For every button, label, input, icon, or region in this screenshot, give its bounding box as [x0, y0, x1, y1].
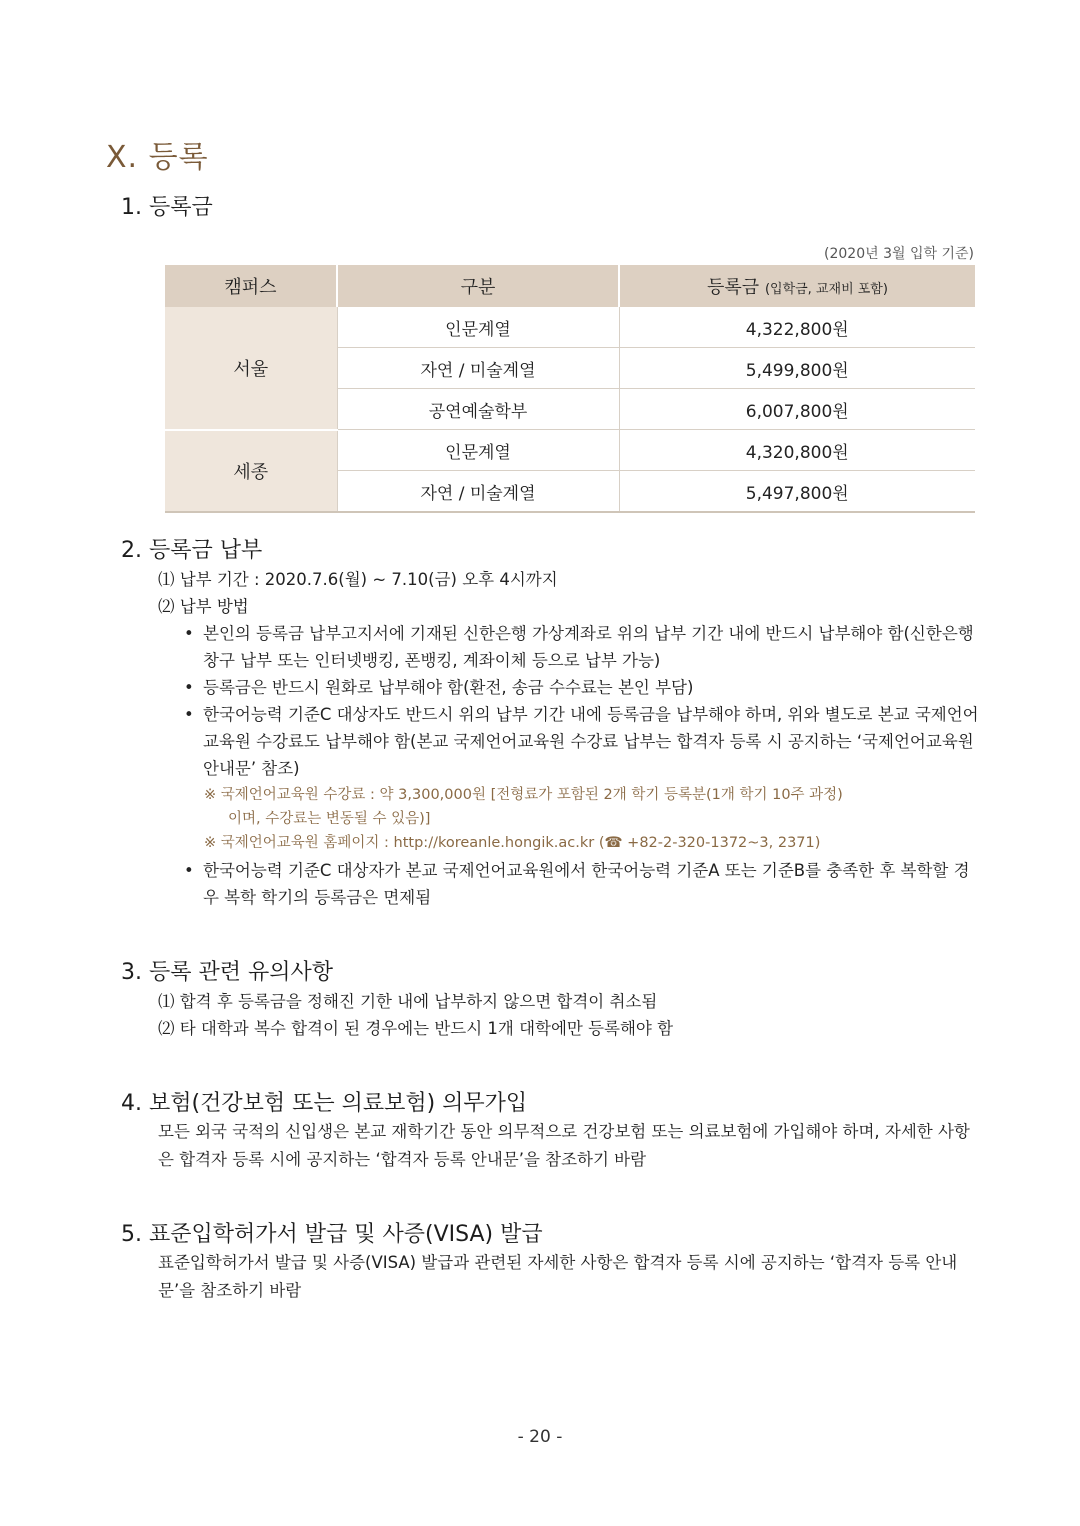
table-row [165, 430, 975, 471]
bullet-text: 본인의 등록금 납부고지서에 기재된 신한은행 가상계좌로 위의 납부 기간 내에 반드시 납부해야 함(신한은행 창구 납부 또는 인터넷뱅킹, 폰뱅킹, 계좌이체 등으로 납부 가능) [203, 624, 974, 670]
category-cell: 공연예술학부 [337, 389, 619, 430]
campus-seoul: 서울 [165, 307, 337, 430]
section-2-title: 2. 등록금 납부 [121, 538, 263, 563]
table-row [165, 307, 975, 348]
header-campus: 캠퍼스 [165, 265, 337, 307]
fee-cell: 5,497,800원 [619, 471, 975, 513]
page-number: - 20 - [517, 1427, 563, 1447]
bullet-dot: • [184, 705, 194, 724]
category-cell: 자연 / 미술계열 [337, 348, 619, 389]
fee-basis-note: (2020년 3월 입학 기준) [824, 246, 974, 262]
notice-item-2: ⑵ 타 대학과 복수 합격이 된 경우에는 반드시 1개 대학에만 등록해야 함 [158, 1019, 674, 1038]
fee-note-line-1: ※ 국제언어교육원 수강료 : 약 3,300,000원 [전형료가 포함된 2개 학기 등록분(1개 학기 10주 과정) [204, 787, 843, 803]
bullet-item [184, 857, 983, 911]
fee-cell: 4,320,800원 [619, 430, 975, 471]
campus-sejong: 세종 [165, 430, 337, 513]
section-3-title: 3. 등록 관련 유의사항 [121, 960, 333, 985]
fee-cell: 6,007,800원 [619, 389, 975, 430]
visa-text: 표준입학허가서 발급 및 사증(VISA) 발급과 관련된 자세한 사항은 합격자 등록 시에 공지하는 ‘합격자 등록 안내문’을 참조하기 바람 [158, 1253, 958, 1300]
fee-cell: 4,322,800원 [619, 307, 975, 348]
category-cell: 자연 / 미술계열 [337, 471, 619, 513]
bullet-item [184, 620, 983, 674]
payment-method-heading: ⑵ 납부 방법 [158, 597, 249, 616]
bullet-dot: • [184, 678, 194, 697]
table-header-row [165, 265, 975, 307]
bullet-dot: • [184, 624, 194, 643]
tuition-table [165, 265, 975, 513]
fee-cell: 5,499,800원 [619, 348, 975, 389]
category-cell: 인문계열 [337, 430, 619, 471]
section-4-title: 4. 보험(건강보험 또는 의료보험) 의무가입 [121, 1091, 528, 1116]
bullet-text: 한국어능력 기준C 대상자도 반드시 위의 납부 기간 내에 등록금을 납부해야 하며, 위와 별도로 본교 국제언어교육원 수강료도 납부해야 함(본교 국제언어교육원 수강료 납부는 합격자 등록 시 공지하는 ‘국제언어교육원 안내문’ 참조) [203, 705, 979, 778]
header-category: 구분 [337, 265, 619, 307]
section-1-title: 1. 등록금 [121, 195, 213, 220]
homepage-note: ※ 국제언어교육원 홈페이지 : http://koreanle.hongik.ac.kr (☎ +82-2-320-1372~3, 2371) [204, 835, 821, 851]
insurance-text: 모든 외국 국적의 신입생은 본교 재학기간 동안 의무적으로 건강보험 또는 의료보험에 가입해야 하며, 자세한 사항은 합격자 등록 시에 공지하는 ‘합격자 등록 안내문’을 참조하기 바람 [158, 1122, 970, 1169]
header-fee-label: 등록금 [707, 277, 760, 298]
notice-item-1: ⑴ 합격 후 등록금을 정해진 기한 내에 납부하지 않으면 합격이 취소됨 [158, 992, 658, 1011]
section-5-title: 5. 표준입학허가서 발급 및 사증(VISA) 발급 [121, 1222, 543, 1247]
bullet-dot: • [184, 861, 194, 880]
header-fee [619, 265, 975, 307]
bullet-text: 한국어능력 기준C 대상자가 본교 국제언어교육원에서 한국어능력 기준A 또는 기준B를 충족한 후 복학할 경우 복학 학기의 등록금은 면제됨 [203, 861, 970, 907]
fee-note-line-2: 이며, 수강료는 변동될 수 있음)] [228, 811, 431, 827]
payment-period: ⑴ 납부 기간 : 2020.7.6(월) ~ 7.10(금) 오후 4시까지 [158, 570, 558, 589]
bullet-text: 등록금은 반드시 원화로 납부해야 함(환전, 송금 수수료는 본인 부담) [203, 678, 694, 697]
chapter-title: X. 등록 [106, 140, 209, 175]
bullet-item [184, 701, 983, 782]
bullet-item [184, 674, 983, 701]
header-fee-sub: (입학금, 교재비 포함) [764, 282, 888, 297]
category-cell: 인문계열 [337, 307, 619, 348]
